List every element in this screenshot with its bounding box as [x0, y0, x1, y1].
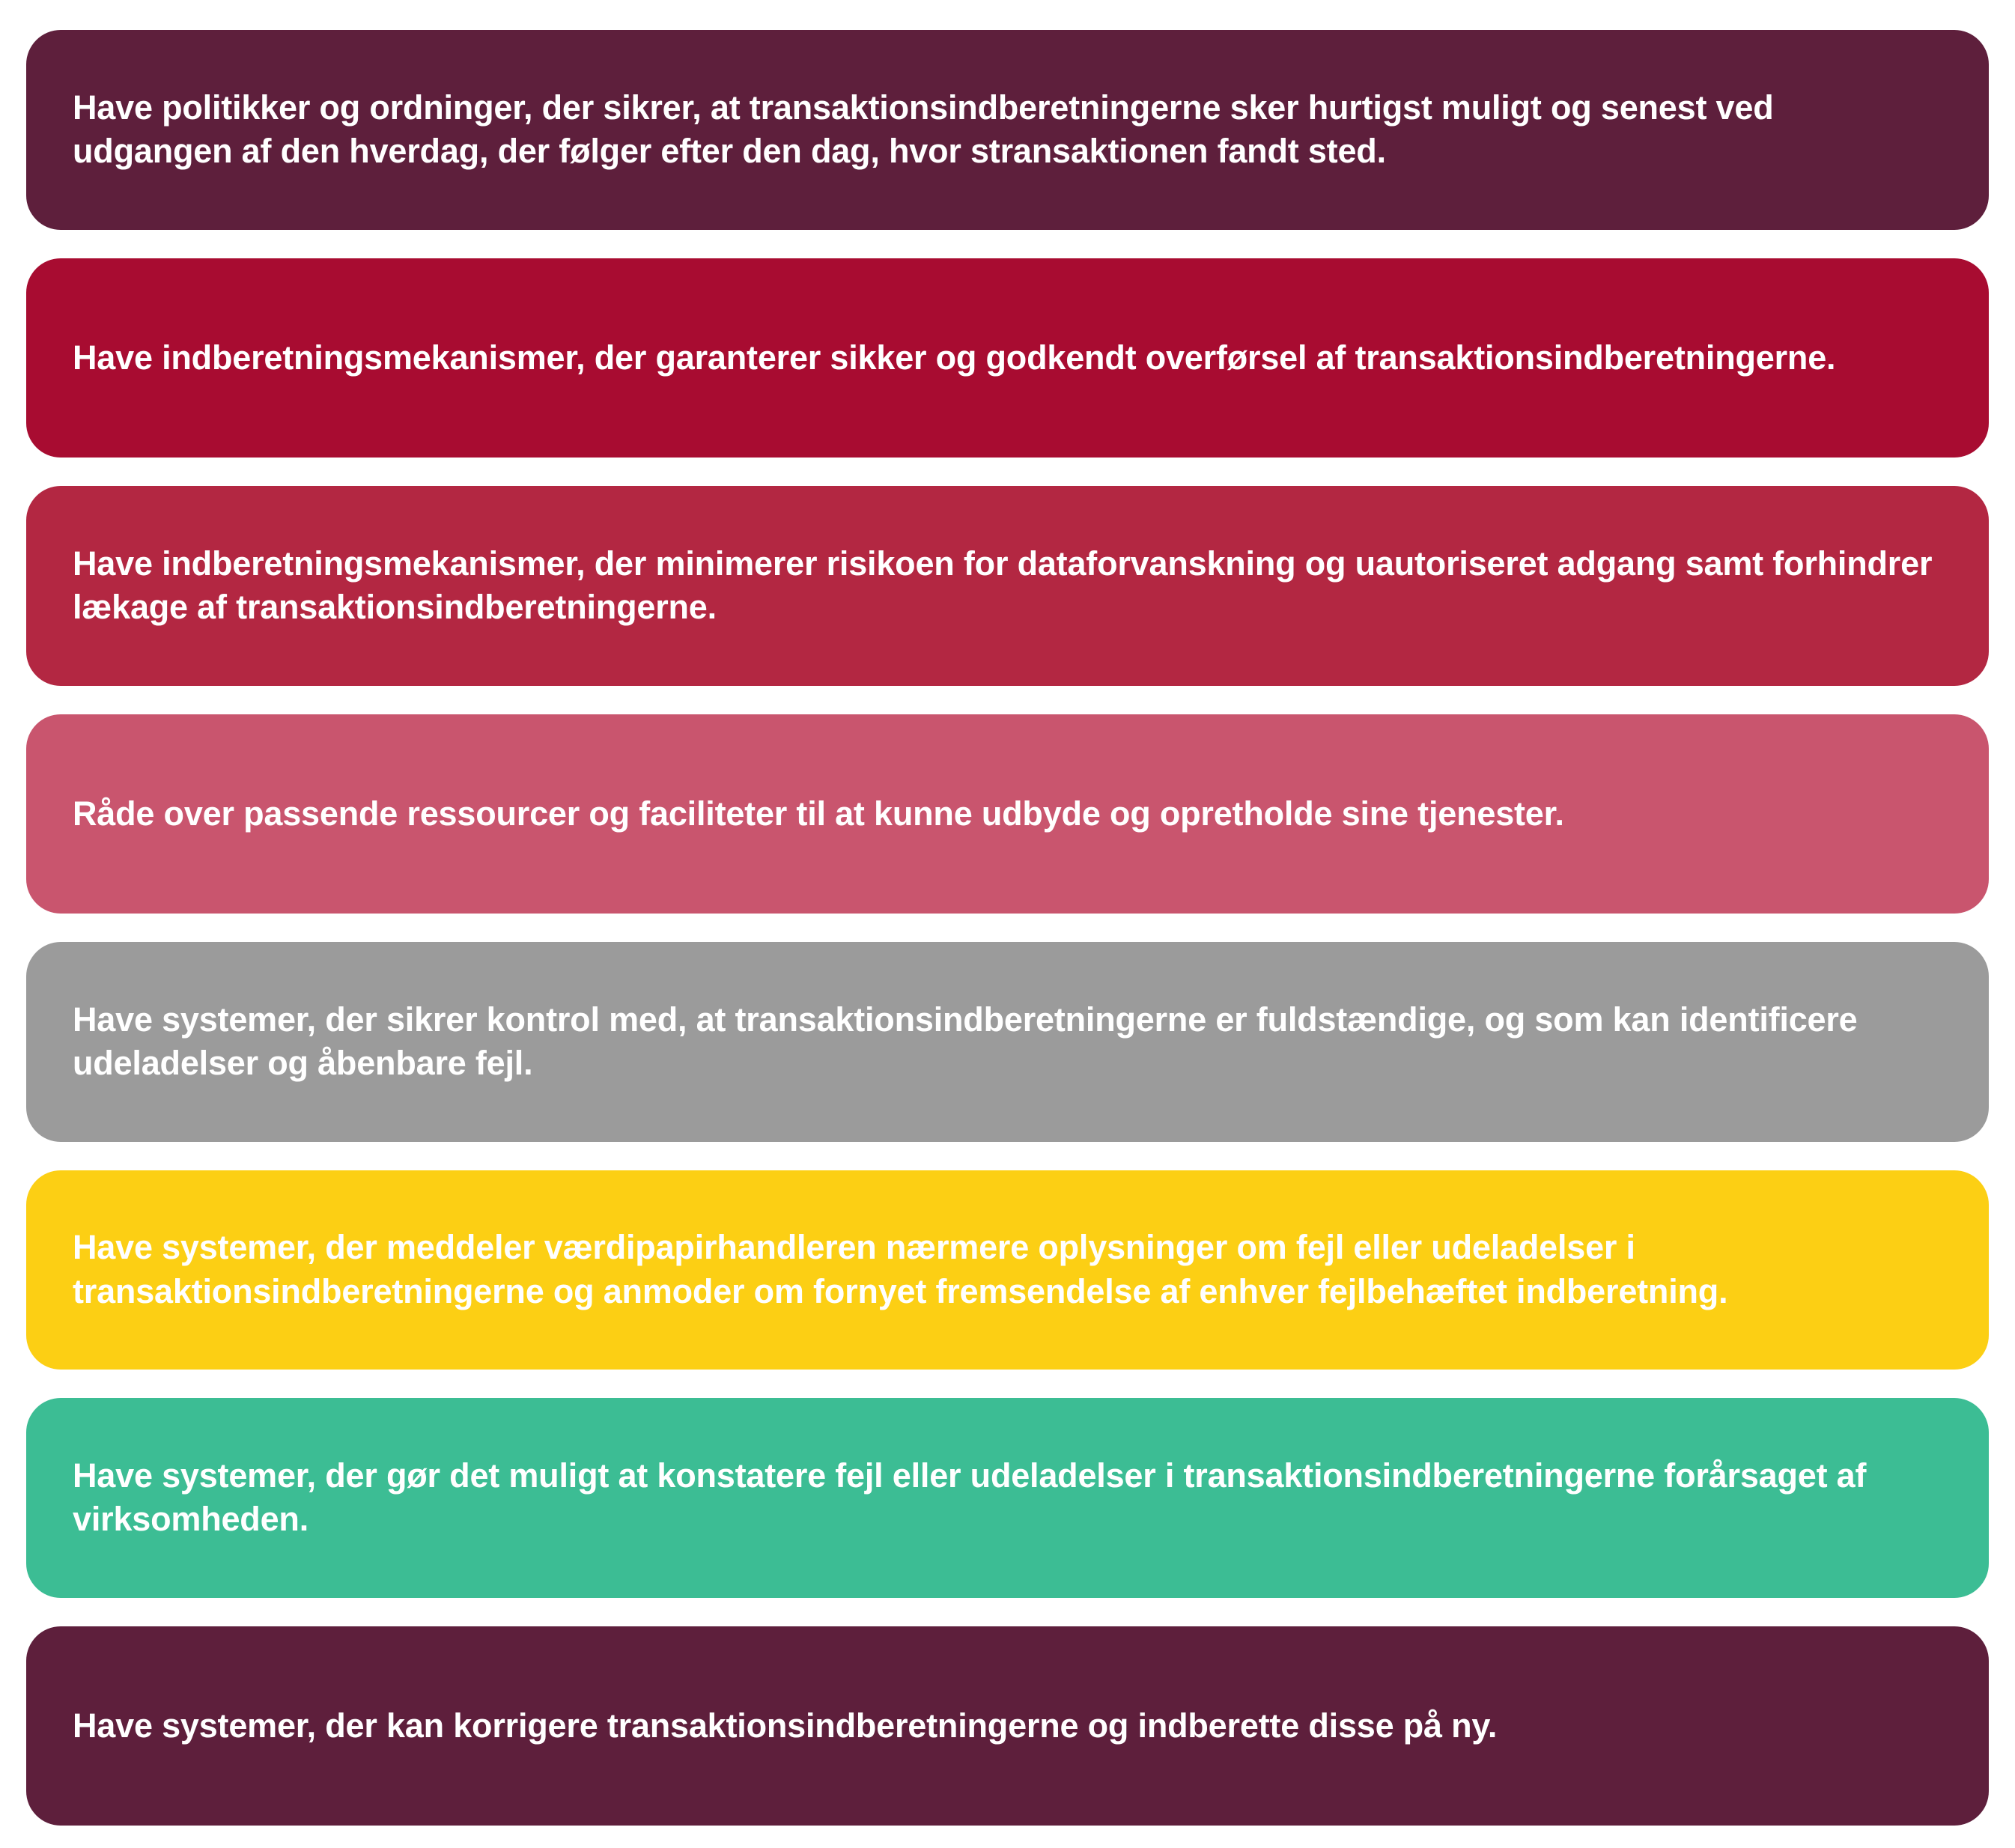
banner-item-1 [26, 30, 1989, 230]
banner-item-6-text: Have systemer, der meddeler værdipapirhandleren nærmere oplysninger om fejl eller udeladelser i transaktionsindberetningerne og anmoder om fornyet fremsendelse af enhver fejlbehæftet indberetning. [73, 1228, 1728, 1310]
banner-item-8-text: Have systemer, der kan korrigere transaktionsindberetningerne og indberette disse på ny. [73, 1706, 1498, 1745]
banner-item-2-text: Have indberetningsmekanismer, der garanterer sikker og godkendt overførsel af transaktionsindberetningerne. [73, 338, 1836, 377]
banner-item-4 [26, 714, 1989, 914]
banner-item-2 [26, 258, 1989, 458]
banner-item-7 [26, 1398, 1989, 1598]
banner-item-5-text: Have systemer, der sikrer kontrol med, at transaktionsindberetningerne er fuldstændige, og som kan identificere udeladelser og åbenbare fejl. [73, 1000, 1858, 1083]
banner-item-3 [26, 486, 1989, 686]
banner-item-1-text: Have politikker og ordninger, der sikrer, at transaktionsindberetningerne sker hurtigst muligt og senest ved udgangen af den hverdag, der følger efter den dag, hvor stransaktionen fandt sted. [73, 88, 1774, 171]
banner-item-7-text: Have systemer, der gør det muligt at konstatere fejl eller udeladelser i transaktionsindberetningerne forårsaget af virksomheden. [73, 1456, 1867, 1539]
banner-item-8 [26, 1626, 1989, 1826]
banner-item-6 [26, 1170, 1989, 1370]
banner-item-4-text: Råde over passende ressourcer og faciliteter til at kunne udbyde og opretholde sine tjenester. [73, 794, 1564, 833]
banner-item-3-text: Have indberetningsmekanismer, der minimerer risikoen for dataforvanskning og uautoriseret adgang samt forhindrer lækage af transaktionsindberetningerne. [73, 544, 1933, 627]
banner-item-5 [26, 942, 1989, 1142]
